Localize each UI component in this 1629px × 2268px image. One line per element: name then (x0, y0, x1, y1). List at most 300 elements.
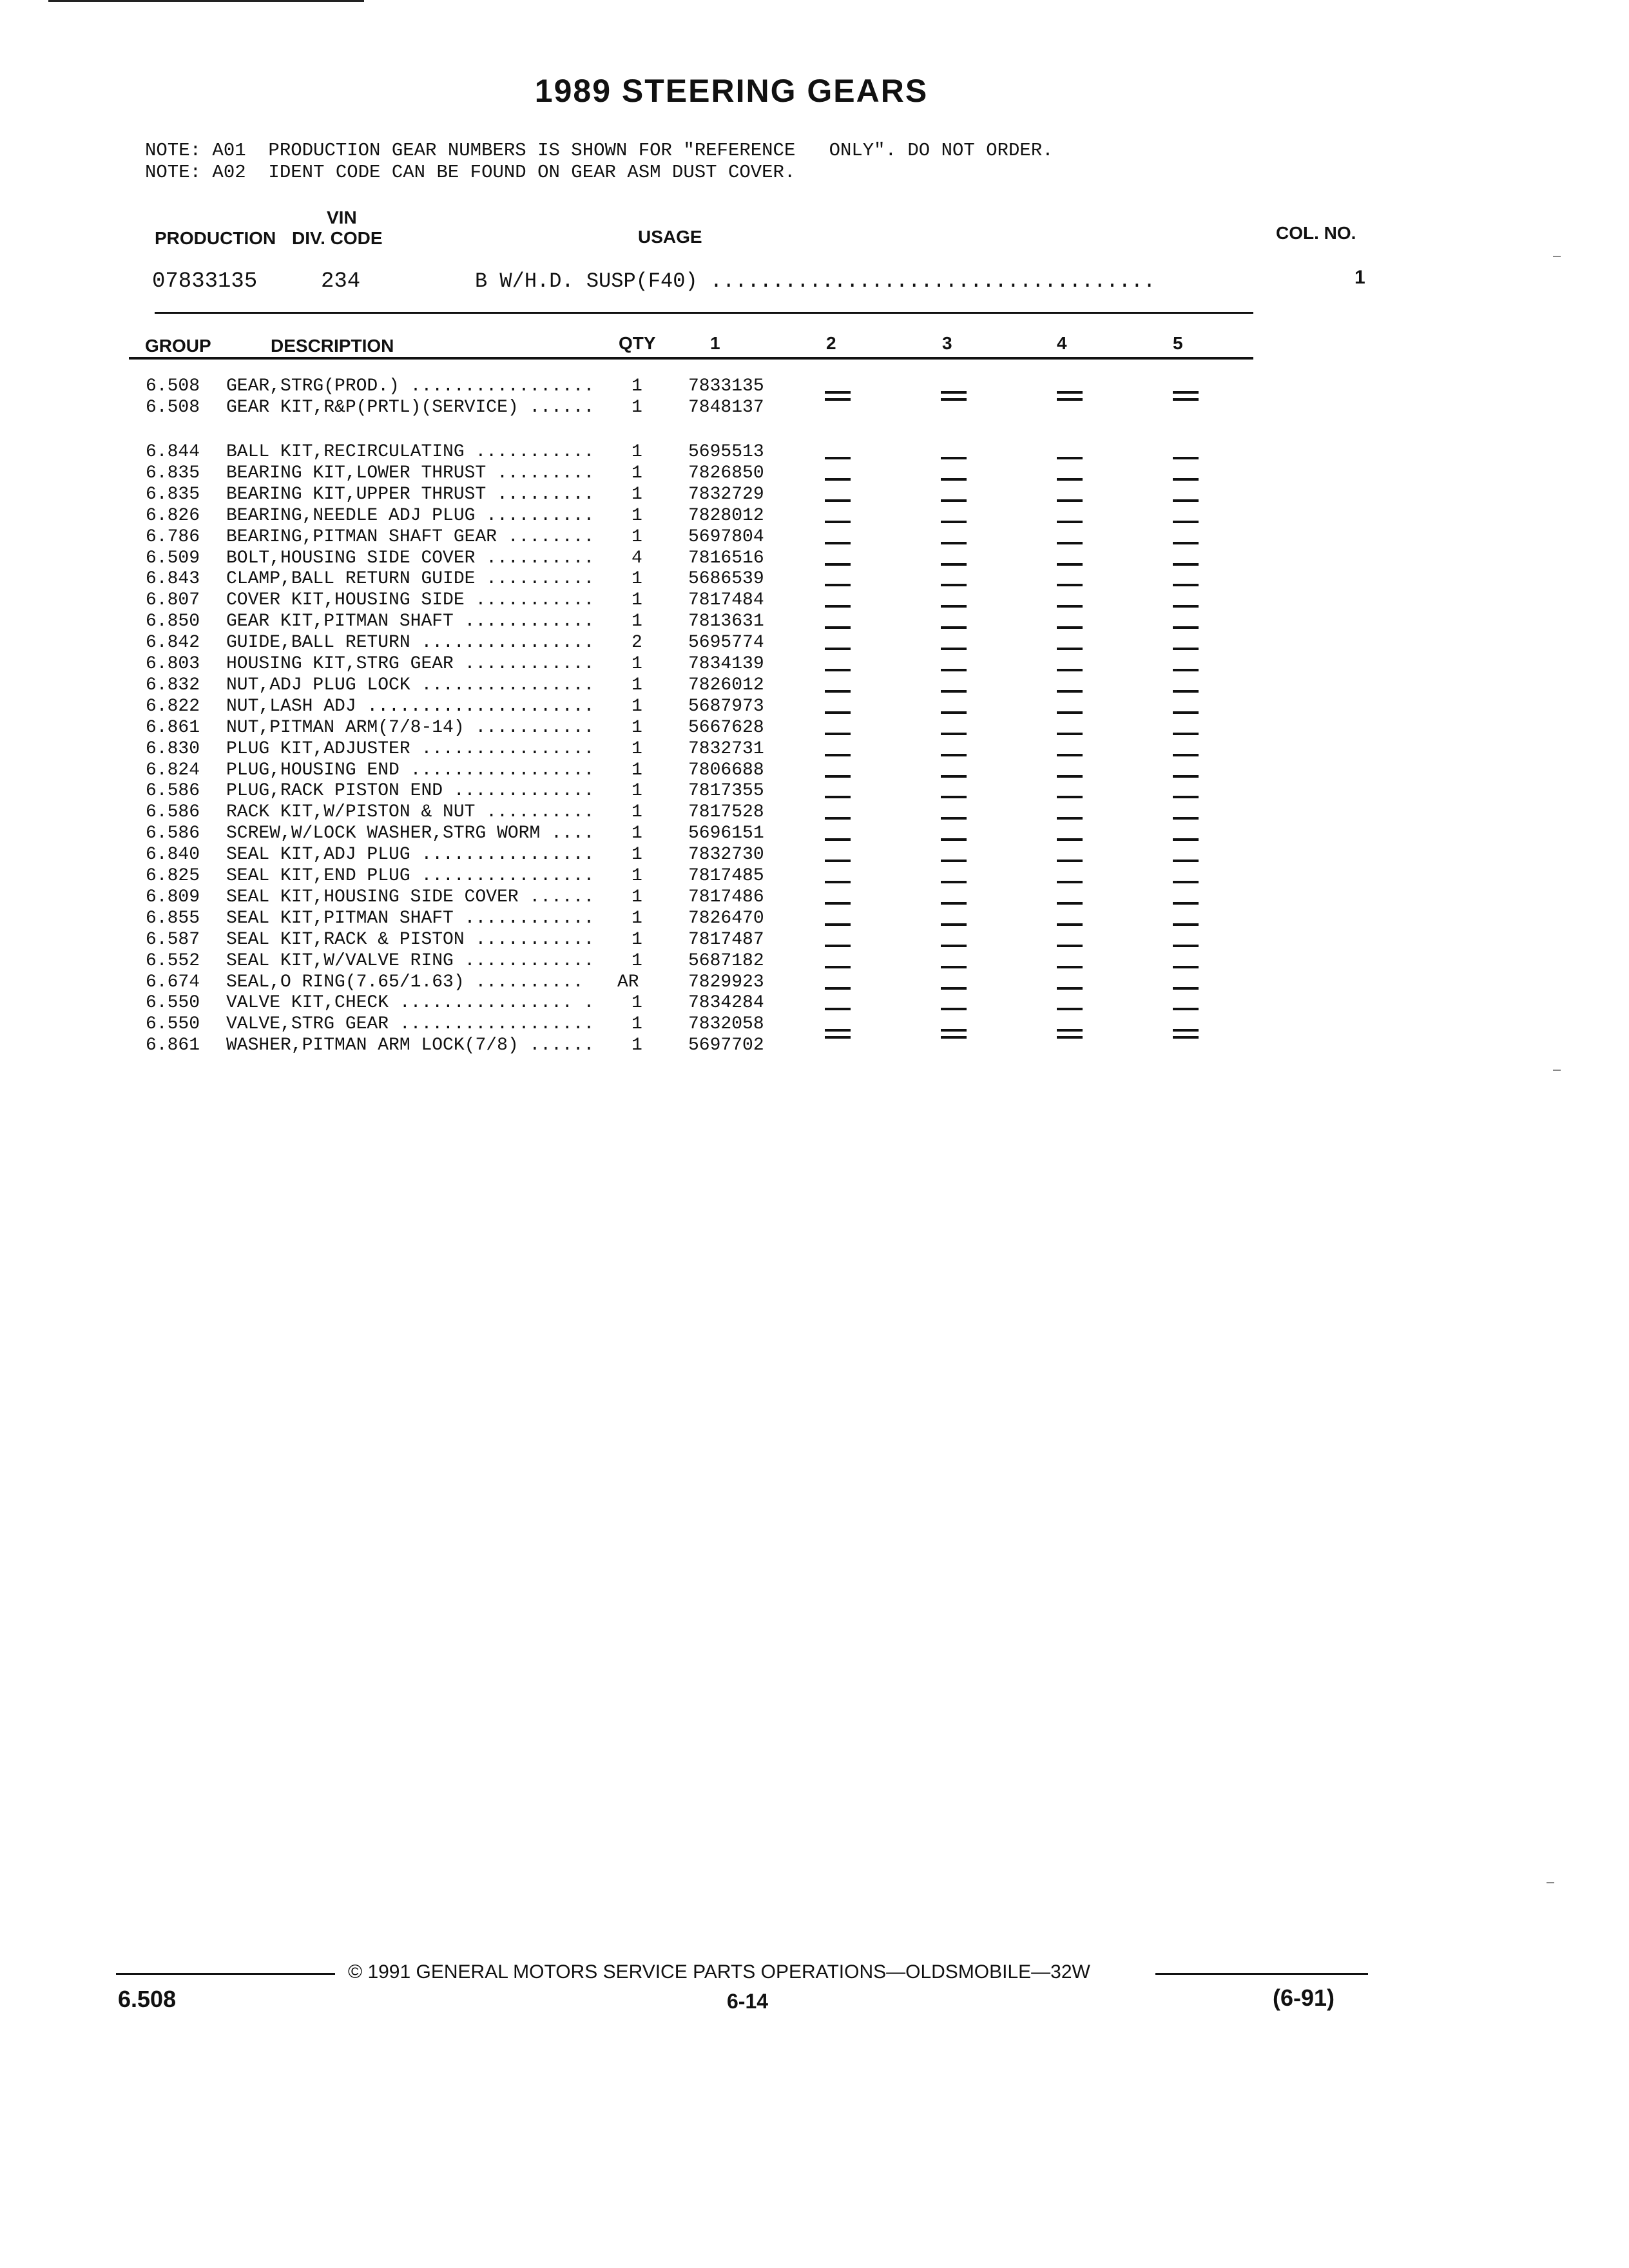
not-applicable-dash (825, 391, 851, 394)
table-row (0, 929, 1629, 950)
not-applicable-dash (825, 881, 851, 883)
not-applicable-dash (1173, 987, 1199, 990)
part-number-cell: 7834284 (688, 993, 764, 1014)
not-applicable-dash (825, 648, 851, 650)
table-row (0, 484, 1629, 505)
table-row (0, 632, 1629, 653)
not-applicable-dash (1057, 902, 1083, 905)
not-applicable-dash (941, 563, 967, 566)
description-cell: HOUSING KIT,STRG GEAR ............ (226, 654, 595, 674)
group-cell: 6.824 (146, 760, 200, 780)
qty-cell: 1 (631, 887, 642, 907)
qty-cell: 1 (631, 950, 642, 971)
not-applicable-dash (825, 945, 851, 947)
not-applicable-dash (1057, 945, 1083, 947)
not-applicable-dash (825, 860, 851, 862)
group-cell: 6.830 (146, 738, 200, 759)
footer-revision: (6-91) (1273, 1984, 1335, 2011)
group-cell: 6.843 (146, 569, 200, 590)
group-cell: 6.809 (146, 887, 200, 907)
not-applicable-dash (1173, 966, 1199, 968)
not-applicable-dash (941, 838, 967, 841)
not-applicable-dash (1057, 860, 1083, 862)
not-applicable-dash (941, 1029, 967, 1032)
page-title: 1989 STEERING GEARS (534, 73, 929, 109)
group-cell: 6.552 (146, 950, 200, 971)
not-applicable-dash (1057, 542, 1083, 544)
group-cell: 6.803 (146, 654, 200, 674)
parts-table (0, 0, 1629, 1095)
not-applicable-dash (1057, 457, 1083, 459)
not-applicable-dash (941, 817, 967, 820)
description-cell: PLUG,RACK PISTON END ............. (226, 781, 595, 802)
not-applicable-dash (1173, 398, 1199, 401)
group-cell: 6.786 (146, 526, 200, 547)
not-applicable-dash (1173, 521, 1199, 523)
not-applicable-dash (1057, 987, 1083, 990)
qty-cell: 4 (631, 548, 642, 568)
table-row (0, 526, 1629, 548)
group-cell: 6.508 (146, 376, 200, 396)
description-cell: BALL KIT,RECIRCULATING ........... (226, 442, 595, 462)
not-applicable-dash (1173, 838, 1199, 841)
description-cell: VALVE,STRG GEAR .................. (226, 1014, 595, 1035)
group-cell: 6.674 (146, 972, 200, 992)
not-applicable-dash (941, 542, 967, 544)
group-cell: 6.850 (146, 611, 200, 632)
qty-cell: 1 (631, 590, 642, 611)
description-cell: SEAL KIT,PITMAN SHAFT ............ (226, 908, 595, 928)
qty-cell: 1 (631, 993, 642, 1014)
part-number-cell: 5667628 (688, 717, 764, 738)
not-applicable-dash (1173, 817, 1199, 820)
not-applicable-dash (825, 1008, 851, 1010)
part-number-cell: 5695513 (688, 442, 764, 462)
footer-page-number: 6-14 (727, 1990, 769, 2013)
part-number-cell: 7816516 (688, 548, 764, 568)
description-cell: BEARING KIT,LOWER THRUST ......... (226, 463, 595, 483)
group-cell: 6.822 (146, 696, 200, 716)
qty-cell: 1 (631, 505, 642, 526)
not-applicable-dash (825, 690, 851, 693)
description-cell: NUT,ADJ PLUG LOCK ................ (226, 675, 595, 695)
not-applicable-dash (941, 584, 967, 586)
usage-label: USAGE (638, 227, 702, 247)
not-applicable-dash (825, 669, 851, 671)
not-applicable-dash (1173, 499, 1199, 502)
not-applicable-dash (825, 626, 851, 629)
not-applicable-dash (1173, 391, 1199, 394)
not-applicable-dash (825, 775, 851, 778)
not-applicable-dash (1173, 923, 1199, 926)
not-applicable-dash (825, 838, 851, 841)
part-number-cell: 5686539 (688, 569, 764, 590)
qty-cell: 1 (631, 929, 642, 950)
not-applicable-dash (825, 398, 851, 401)
not-applicable-dash (1173, 881, 1199, 883)
qty-cell: 1 (631, 866, 642, 886)
not-applicable-dash (825, 796, 851, 798)
not-applicable-dash (941, 398, 967, 401)
group-cell: 6.550 (146, 1014, 200, 1035)
qty-cell: 1 (631, 1035, 642, 1056)
description-cell: GEAR KIT,R&P(PRTL)(SERVICE) ...... (226, 397, 595, 418)
not-applicable-dash (825, 1029, 851, 1032)
part-number-cell: 7828012 (688, 505, 764, 526)
table-row (0, 376, 1629, 397)
footer-rule-left (116, 1973, 335, 1975)
part-number-cell: 7817484 (688, 590, 764, 611)
description-cell: BEARING KIT,UPPER THRUST ......... (226, 484, 595, 505)
not-applicable-dash (1057, 499, 1083, 502)
not-applicable-dash (1173, 457, 1199, 459)
not-applicable-dash (1057, 775, 1083, 778)
not-applicable-dash (825, 817, 851, 820)
description-cell: BEARING,NEEDLE ADJ PLUG .......... (226, 505, 595, 526)
part-number-cell: 7848137 (688, 397, 764, 418)
table-row (0, 1014, 1629, 1035)
part-number-cell: 7832730 (688, 845, 764, 865)
not-applicable-dash (1173, 1008, 1199, 1010)
part-number-cell: 7826012 (688, 675, 764, 695)
not-applicable-dash (1173, 605, 1199, 608)
not-applicable-dash (941, 499, 967, 502)
description-cell: VALVE KIT,CHECK ................ . (226, 993, 595, 1014)
qty-cell: 1 (631, 442, 642, 462)
part-number-cell: 7834139 (688, 654, 764, 674)
part-number-cell: 7806688 (688, 760, 764, 780)
copyright-text: © 1991 GENERAL MOTORS SERVICE PARTS OPERATIONS—OLDSMOBILE—32W (348, 1961, 1090, 1983)
part-number-cell: 7832731 (688, 738, 764, 759)
not-applicable-dash (941, 648, 967, 650)
table-row (0, 441, 1629, 463)
not-applicable-dash (941, 669, 967, 671)
qty-cell: 2 (631, 633, 642, 653)
description-cell: CLAMP,BALL RETURN GUIDE .......... (226, 569, 595, 590)
qty-cell: 1 (631, 675, 642, 695)
not-applicable-dash (1173, 775, 1199, 778)
not-applicable-dash (825, 987, 851, 990)
description-cell: GEAR KIT,PITMAN SHAFT ............ (226, 611, 595, 632)
not-applicable-dash (1057, 1008, 1083, 1010)
qty-cell: 1 (631, 696, 642, 716)
group-cell: 6.586 (146, 781, 200, 802)
not-applicable-dash (941, 626, 967, 629)
description-cell: PLUG KIT,ADJUSTER ................ (226, 738, 595, 759)
group-cell: 6.508 (146, 397, 200, 418)
col-no-label: COL. NO. (1276, 223, 1356, 243)
not-applicable-dash (941, 1036, 967, 1039)
group-cell: 6.842 (146, 633, 200, 653)
table-row (0, 823, 1629, 844)
table-row (0, 548, 1629, 569)
not-applicable-dash (941, 478, 967, 481)
not-applicable-dash (941, 605, 967, 608)
not-applicable-dash (1057, 521, 1083, 523)
description-cell: GUIDE,BALL RETURN ................ (226, 633, 595, 653)
not-applicable-dash (1173, 584, 1199, 586)
div-code-label: DIV. CODE (292, 228, 383, 248)
table-row (0, 908, 1629, 929)
not-applicable-dash (1057, 817, 1083, 820)
col-5-header: 5 (1173, 333, 1183, 353)
part-number-cell: 7826850 (688, 463, 764, 483)
part-number-cell: 7817355 (688, 781, 764, 802)
not-applicable-dash (1173, 478, 1199, 481)
not-applicable-dash (1057, 626, 1083, 629)
group-cell: 6.835 (146, 484, 200, 505)
description-cell: SCREW,W/LOCK WASHER,STRG WORM .... (226, 823, 595, 844)
description-cell: COVER KIT,HOUSING SIDE ........... (226, 590, 595, 611)
not-applicable-dash (825, 521, 851, 523)
not-applicable-dash (941, 966, 967, 968)
description-cell: RACK KIT,W/PISTON & NUT .......... (226, 802, 595, 823)
description-cell: GEAR,STRG(PROD.) ................. (226, 376, 595, 396)
group-cell: 6.861 (146, 717, 200, 738)
qty-cell: 1 (631, 376, 642, 396)
col-no-value: 1 (1354, 267, 1365, 288)
not-applicable-dash (1173, 542, 1199, 544)
not-applicable-dash (1173, 626, 1199, 629)
group-cell: 6.550 (146, 993, 200, 1014)
table-row (0, 738, 1629, 760)
not-applicable-dash (941, 690, 967, 693)
div-code-value: 234 (321, 269, 361, 294)
not-applicable-dash (1057, 605, 1083, 608)
not-applicable-dash (1057, 391, 1083, 394)
table-row (0, 675, 1629, 696)
part-number-cell: 7832058 (688, 1014, 764, 1035)
not-applicable-dash (941, 923, 967, 926)
not-applicable-dash (825, 902, 851, 905)
not-applicable-dash (941, 711, 967, 714)
not-applicable-dash (1173, 902, 1199, 905)
group-cell: 6.840 (146, 845, 200, 865)
group-cell: 6.807 (146, 590, 200, 611)
not-applicable-dash (1057, 838, 1083, 841)
footer-group-code: 6.508 (118, 1986, 177, 2012)
not-applicable-dash (1173, 754, 1199, 756)
description-cell: WASHER,PITMAN ARM LOCK(7/8) ...... (226, 1035, 595, 1056)
qty-cell: 1 (631, 738, 642, 759)
scan-speck (1553, 1070, 1561, 1071)
part-number-cell: 7817485 (688, 866, 764, 886)
not-applicable-dash (825, 1036, 851, 1039)
table-row (0, 717, 1629, 738)
not-applicable-dash (825, 563, 851, 566)
not-applicable-dash (825, 754, 851, 756)
production-label: PRODUCTION (155, 228, 276, 248)
qty-cell: 1 (631, 802, 642, 823)
part-number-cell: 5687973 (688, 696, 764, 716)
qty-cell: 1 (631, 654, 642, 674)
not-applicable-dash (825, 499, 851, 502)
group-cell: 6.825 (146, 866, 200, 886)
table-row (0, 802, 1629, 823)
group-cell: 6.835 (146, 463, 200, 483)
not-applicable-dash (825, 966, 851, 968)
group-cell: 6.586 (146, 823, 200, 844)
qty-cell: 1 (631, 526, 642, 547)
not-applicable-dash (1057, 796, 1083, 798)
not-applicable-dash (1173, 1036, 1199, 1039)
description-cell: SEAL KIT,HOUSING SIDE COVER ...... (226, 887, 595, 907)
part-number-cell: 7813631 (688, 611, 764, 632)
not-applicable-dash (1057, 669, 1083, 671)
not-applicable-dash (1057, 563, 1083, 566)
not-applicable-dash (1173, 796, 1199, 798)
not-applicable-dash (825, 923, 851, 926)
table-row (0, 972, 1629, 993)
part-number-cell: 5697804 (688, 526, 764, 547)
not-applicable-dash (941, 945, 967, 947)
table-row (0, 865, 1629, 887)
part-number-cell: 7826470 (688, 908, 764, 928)
description-cell: BOLT,HOUSING SIDE COVER .......... (226, 548, 595, 568)
part-number-cell: 5696151 (688, 823, 764, 844)
part-number-cell: 7817486 (688, 887, 764, 907)
table-row (0, 887, 1629, 908)
col-4-header: 4 (1057, 333, 1067, 353)
usage-value: B W/H.D. SUSP(F40) .................................... (475, 269, 1156, 293)
col-description-header: DESCRIPTION (271, 336, 394, 356)
qty-cell: 1 (631, 484, 642, 505)
not-applicable-dash (941, 902, 967, 905)
qty-cell: 1 (631, 760, 642, 780)
table-row (0, 844, 1629, 865)
col-group-header: GROUP (145, 336, 211, 356)
scan-speck (1553, 256, 1561, 257)
part-number-cell: 7817528 (688, 802, 764, 823)
table-row (0, 950, 1629, 972)
group-cell: 6.586 (146, 802, 200, 823)
not-applicable-dash (1057, 1036, 1083, 1039)
group-cell: 6.855 (146, 908, 200, 928)
production-number: 07833135 (152, 269, 258, 294)
not-applicable-dash (941, 987, 967, 990)
vin-label: VIN (327, 207, 357, 227)
not-applicable-dash (825, 542, 851, 544)
not-applicable-dash (1173, 945, 1199, 947)
not-applicable-dash (1173, 669, 1199, 671)
not-applicable-dash (825, 733, 851, 735)
not-applicable-dash (941, 457, 967, 459)
table-row (0, 780, 1629, 802)
description-cell: SEAL KIT,RACK & PISTON ........... (226, 929, 595, 950)
part-number-cell: 5687182 (688, 950, 764, 971)
table-row (0, 760, 1629, 781)
not-applicable-dash (1057, 711, 1083, 714)
not-applicable-dash (1173, 733, 1199, 735)
qty-cell: 1 (631, 908, 642, 928)
not-applicable-dash (941, 391, 967, 394)
group-cell: 6.844 (146, 442, 200, 462)
qty-cell: 1 (631, 1014, 642, 1035)
col-1-header: 1 (710, 333, 720, 353)
note-a01: NOTE: A01 PRODUCTION GEAR NUMBERS IS SHOWN FOR "REFERENCE ONLY". DO NOT ORDER. (145, 140, 1054, 161)
description-cell: SEAL KIT,ADJ PLUG ................ (226, 845, 595, 865)
not-applicable-dash (941, 775, 967, 778)
not-applicable-dash (1173, 711, 1199, 714)
qty-cell: 1 (631, 845, 642, 865)
scan-speck (1547, 1882, 1554, 1883)
qty-cell: 1 (631, 823, 642, 844)
col-3-header: 3 (942, 333, 952, 353)
not-applicable-dash (1057, 881, 1083, 883)
group-cell: 6.509 (146, 548, 200, 568)
note-a02: NOTE: A02 IDENT CODE CAN BE FOUND ON GEAR ASM DUST COVER. (145, 162, 796, 183)
not-applicable-dash (941, 860, 967, 862)
group-cell: 6.826 (146, 505, 200, 526)
description-cell: SEAL KIT,W/VALVE RING ............ (226, 950, 595, 971)
not-applicable-dash (1057, 478, 1083, 481)
table-row (0, 590, 1629, 611)
not-applicable-dash (941, 754, 967, 756)
footer-rule-right (1155, 1973, 1368, 1975)
table-row (0, 505, 1629, 526)
not-applicable-dash (825, 457, 851, 459)
table-row (0, 568, 1629, 590)
part-number-cell: 5697702 (688, 1035, 764, 1056)
description-cell: SEAL KIT,END PLUG ................ (226, 866, 595, 886)
not-applicable-dash (941, 1008, 967, 1010)
description-cell: SEAL,O RING(7.65/1.63) .......... (226, 972, 584, 992)
not-applicable-dash (1057, 754, 1083, 756)
qty-cell: 1 (631, 463, 642, 483)
group-cell: 6.587 (146, 929, 200, 950)
not-applicable-dash (1057, 733, 1083, 735)
table-row (0, 992, 1629, 1014)
not-applicable-dash (1057, 923, 1083, 926)
not-applicable-dash (825, 711, 851, 714)
not-applicable-dash (1057, 966, 1083, 968)
description-cell: NUT,PITMAN ARM(7/8-14) ........... (226, 717, 595, 738)
qty-cell: 1 (631, 717, 642, 738)
not-applicable-dash (1173, 648, 1199, 650)
description-cell: NUT,LASH ADJ ..................... (226, 696, 595, 716)
col-qty-header: QTY (619, 333, 656, 353)
not-applicable-dash (1057, 398, 1083, 401)
not-applicable-dash (1173, 1029, 1199, 1032)
part-number-cell: 7833135 (688, 376, 764, 396)
not-applicable-dash (825, 478, 851, 481)
table-row (0, 397, 1629, 418)
description-cell: BEARING,PITMAN SHAFT GEAR ........ (226, 526, 595, 547)
description-cell: PLUG,HOUSING END ................. (226, 760, 595, 780)
table-row (0, 463, 1629, 484)
group-cell: 6.861 (146, 1035, 200, 1056)
not-applicable-dash (941, 881, 967, 883)
qty-cell: 1 (631, 569, 642, 590)
part-number-cell: 5695774 (688, 633, 764, 653)
col-2-header: 2 (826, 333, 836, 353)
not-applicable-dash (825, 584, 851, 586)
qty-cell: 1 (631, 781, 642, 802)
not-applicable-dash (1057, 690, 1083, 693)
not-applicable-dash (941, 796, 967, 798)
qty-cell: 1 (631, 611, 642, 632)
not-applicable-dash (825, 605, 851, 608)
not-applicable-dash (1057, 584, 1083, 586)
not-applicable-dash (941, 521, 967, 523)
not-applicable-dash (1173, 860, 1199, 862)
qty-cell: 1 (631, 397, 642, 418)
not-applicable-dash (941, 733, 967, 735)
not-applicable-dash (1173, 690, 1199, 693)
not-applicable-dash (1173, 563, 1199, 566)
part-number-cell: 7817487 (688, 929, 764, 950)
not-applicable-dash (1057, 1029, 1083, 1032)
